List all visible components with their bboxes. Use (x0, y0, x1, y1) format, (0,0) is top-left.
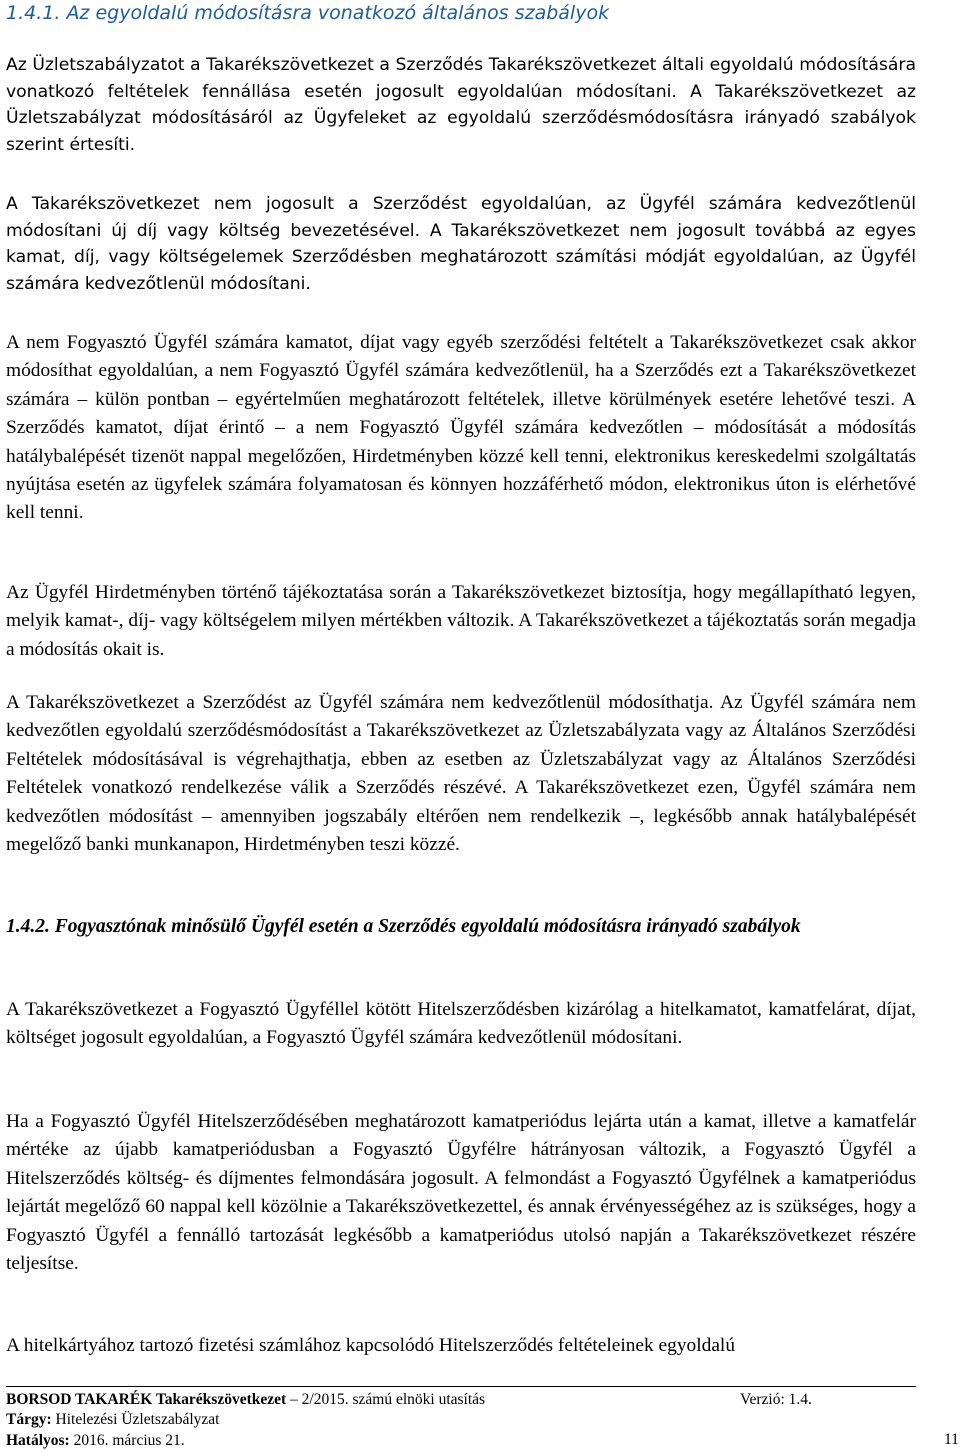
footer-subject (6, 1410, 219, 1429)
paragraph: Az Üzletszabályzatot a Takarékszövetkezet a Szerződés Takarékszövetkezet általi egyoldalú módosítására vonatkozó feltételek fennállása esetén jogosult egyoldalúan módosítani. A Takarékszövetkezet az Üzletszabályzat módosításáról az Ügyfeleket az egyoldalú szerződésmódosításra irányadó szabályok szerint értesíti. (6, 55, 916, 155)
footer-instruction: – 2/2015. számú elnöki utasítás (286, 1391, 486, 1408)
footer-company: BORSOD TAKARÉK Takarékszövetkezet (6, 1391, 287, 1408)
footer-effective-label: Hatályos: (6, 1432, 70, 1449)
section-title: Az egyoldalú módosításra vonatkozó általános szabályok (66, 2, 610, 24)
document-page (6, 0, 959, 1452)
paragraph: Az Ügyfél Hirdetményben történő tájékoztatása során a Takarékszövetkezet biztosítja, hogy megállapítható legyen, melyik kamat-, díj- vagy költségelem milyen mértékben változik. A Takarékszövetkezet a tájékoztatás során megadja a módosítás okait is. (6, 582, 916, 660)
paragraph: A nem Fogyasztó Ügyfél számára kamatot, díjat vagy egyéb szerződési feltételt a Takarékszövetkezet csak akkor módosíthat egyoldalúan, a nem Fogyasztó Ügyfél számára kedvezőtlenül, ha a Szerződés ezt a Takarékszövetkezet számára – külön pontban – egyértelműen meghatározott feltételek, illetve körülmények esetére lehetővé teszi. A Szerződés kamatot, díjat érintő – a nem Fogyasztó Ügyfél számára kedvezőtlen – módosítását a módosítás hatálybalépését tizenöt nappal megelőzően, Hirdetményben közzé kell tenni, elektronikus kereskedelmi szolgáltatás nyújtása esetén az ügyfelek számára folyamatosan és könnyen hozzáférhető módon, elektronikus úton is elérhetővé kell tenni. (6, 332, 916, 524)
footer-issuer (6, 1390, 485, 1409)
paragraph: Ha a Fogyasztó Ügyfél Hitelszerződésében meghatározott kamatperiódus lejárta után a kamat, illetve a kamatfelár mértéke az újabb kamatperiódusban a Fogyasztó Ügyfélre hátrányosan változik, a Fogyasztó Ügyfél a Hitelszerződés költség- és díjmentes felmondására jogosult. A felmondást a Fogyasztó Ügyfélnek a kamatperiódus lejártát megelőző 60 nappal kell közölnie a Takarékszövetkezettel, és annak érvényességéhez az is szükséges, hogy a Fogyasztó Ügyfél a fennálló tartozását legkésőbb a kamatperiódus utolsó napján a Takarékszövetkezet részére teljesítse. (6, 1111, 916, 1275)
section-heading-1-4-2 (6, 914, 916, 940)
section-heading-1-4-1 (6, 0, 916, 26)
section-number: 1.4.2. (6, 916, 50, 937)
footer-effective (6, 1431, 185, 1450)
page-number: 11 (944, 1431, 959, 1448)
paragraph: A Takarékszövetkezet a Fogyasztó Ügyféllel kötött Hitelszerződésben kizárólag a hitelkamatot, kamatfelárat, díjat, költséget jogosult egyoldalúan, a Fogyasztó Ügyfél számára kedvezőtlenül módosítani. (6, 999, 916, 1049)
footer-divider (6, 1386, 916, 1387)
paragraph: A Takarékszövetkezet a Szerződést az Ügyfél számára nem kedvezőtlenül módosíthatja. Az Ügyfél számára nem kedvezőtlen egyoldalú szerződésmódosítást a Takarékszövetkezet az Üzletszabályzata vagy az Általános Szerződési Feltételek módosításával is végrehajthatja, ebben az esetben az Üzletszabályzat vagy az Általános Szerződési Feltételek vonatkozó rendelkezése válik a Szerződés részévé. A Takarékszövetkezet ezen, Ügyfél számára nem kedvezőtlen módosítást – amennyiben jogszabály eltérően nem rendelkezik –, legkésőbb annak hatálybalépését megelőző banki munkanapon, Hirdetményben teszi közzé. (6, 692, 916, 856)
paragraph: A hitelkártyához tartozó fizetési számlához kapcsolódó Hitelszerződés feltételeinek egyoldalú (6, 1335, 736, 1356)
section-title: Fogyasztónak minősülő Ügyfél esetén a Szerződés egyoldalú módosításra irányadó szabályok (54, 916, 801, 937)
footer-version: Verzió: 1.4. (740, 1391, 812, 1408)
paragraph: A Takarékszövetkezet nem jogosult a Szerződést egyoldalúan, az Ügyfél számára kedvezőtlenül módosítani új díj vagy költség bevezetésével. A Takarékszövetkezet nem jogosult továbbá az egyes kamat, díj, vagy költségelemek Szerződésben meghatározott számítási módját egyoldalúan, az Ügyfél számára kedvezőtlenül módosítani. (6, 194, 916, 294)
footer-subject-label: Tárgy: (6, 1411, 52, 1428)
footer-effective-value: 2016. március 21. (69, 1432, 185, 1449)
footer-subject-value: Hitelezési Üzletszabályzat (51, 1411, 220, 1428)
section-number: 1.4.1. (6, 2, 61, 24)
